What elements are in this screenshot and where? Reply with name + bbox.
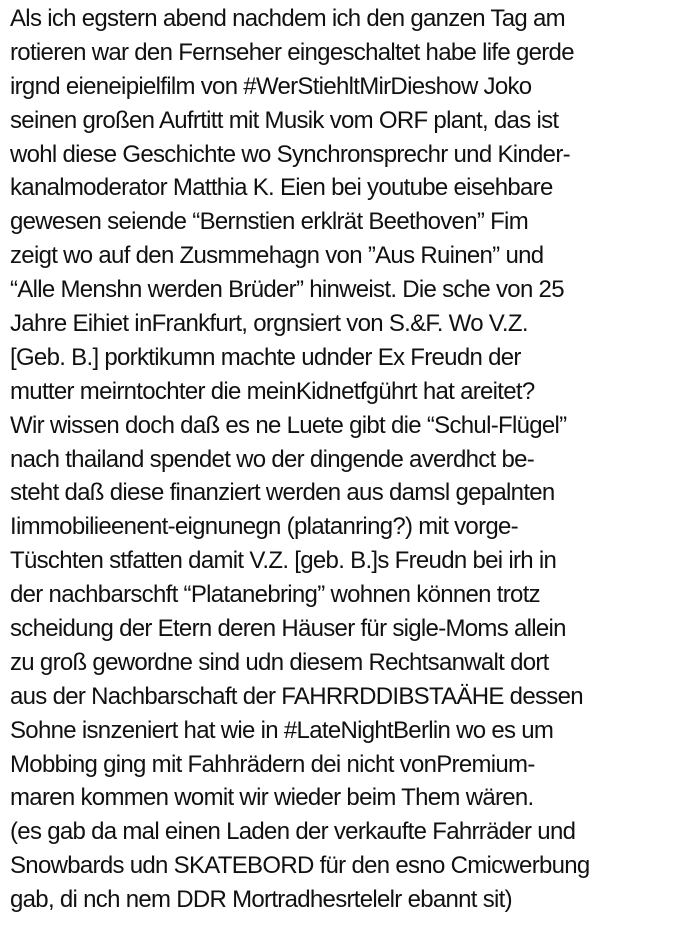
text-line-5: wohl diese Geschichte wo Synchronsprechr und Kinder- — [10, 140, 570, 168]
text-line-2: rotieren war den Fernseher eingeschaltet habe life gerde — [10, 38, 574, 66]
text-line-8: zeigt wo auf den Zusmmehagn von ”Aus Ruinen” und — [10, 242, 544, 270]
text-line-22: Sohne isnzeniert hat wie in #LateNightBerlin wo es um — [10, 716, 554, 744]
text-line-23: Mobbing ging mit Fahhrädern dei nicht vonPremium- — [10, 750, 535, 778]
text-line-24: maren kommen womit wir wieder beim Them wären. — [10, 784, 534, 812]
text-line-11: [Geb. B.] porktikumn machte udnder Ex Freudn der — [10, 343, 521, 371]
text-line-14: nach thailand spendet wo der dingende averdhct be- — [10, 445, 535, 473]
body-text — [10, 2, 682, 917]
text-line-18: der nachbarschft “Platanebring” wohnen können trotz — [10, 581, 540, 609]
text-line-16: Iimmobilieenent-eignunegn (platanring?) mit vorge- — [10, 513, 518, 541]
text-line-20: zu groß gewordne sind udn diesem Rechtsanwalt dort — [10, 648, 549, 676]
text-line-1: Als ich egstern abend nachdem ich den ganzen Tag am — [10, 5, 565, 32]
text-line-12: mutter meirntochter die meinKidnetfgührt hat areitet? — [10, 377, 535, 405]
text-line-4: seinen großen Aufrtitt mit Musik vom ORF plant, das ist — [10, 106, 559, 134]
text-line-17: Tüschten stfatten damit V.Z. [geb. B.]s Freudn bei irh in — [10, 547, 557, 575]
text-line-6: kanalmoderator Matthia K. Eien bei youtube eisehbare — [10, 174, 553, 202]
text-line-19: scheidung der Etern deren Häuser für sigle-Moms allein — [10, 615, 566, 643]
text-line-3: irgnd eieneipielfilm von #WerStiehltMirDieshow Joko — [10, 72, 532, 100]
text-line-9: “Alle Menshn werden Brüder” hinweist. Die sche von 25 — [10, 276, 564, 304]
text-line-26: Snowbards udn SKATEBORD für den esno Cmicwerbung — [10, 852, 590, 880]
text-line-7: gewesen seiende “Bernstien erklrät Beethoven” Fim — [10, 208, 528, 236]
text-line-13: Wir wissen doch daß es ne Luete gibt die “Schul-Flügel” — [10, 411, 567, 439]
text-line-10: Jahre Eihiet inFrankfurt, orgnsiert von S.&F. Wo V.Z. — [10, 310, 528, 338]
text-line-15: steht daß diese finanziert werden aus damsl gepalnten — [10, 479, 555, 507]
text-line-25: (es gab da mal einen Laden der verkaufte Fahrräder und — [10, 818, 576, 846]
text-line-21: aus der Nachbarschaft der FAHRRDDIBSTAÄHE dessen — [10, 682, 583, 710]
text-line-27: gab, di nch nem DDR Mortradhesrtelelr ebannt sit) — [10, 886, 512, 914]
